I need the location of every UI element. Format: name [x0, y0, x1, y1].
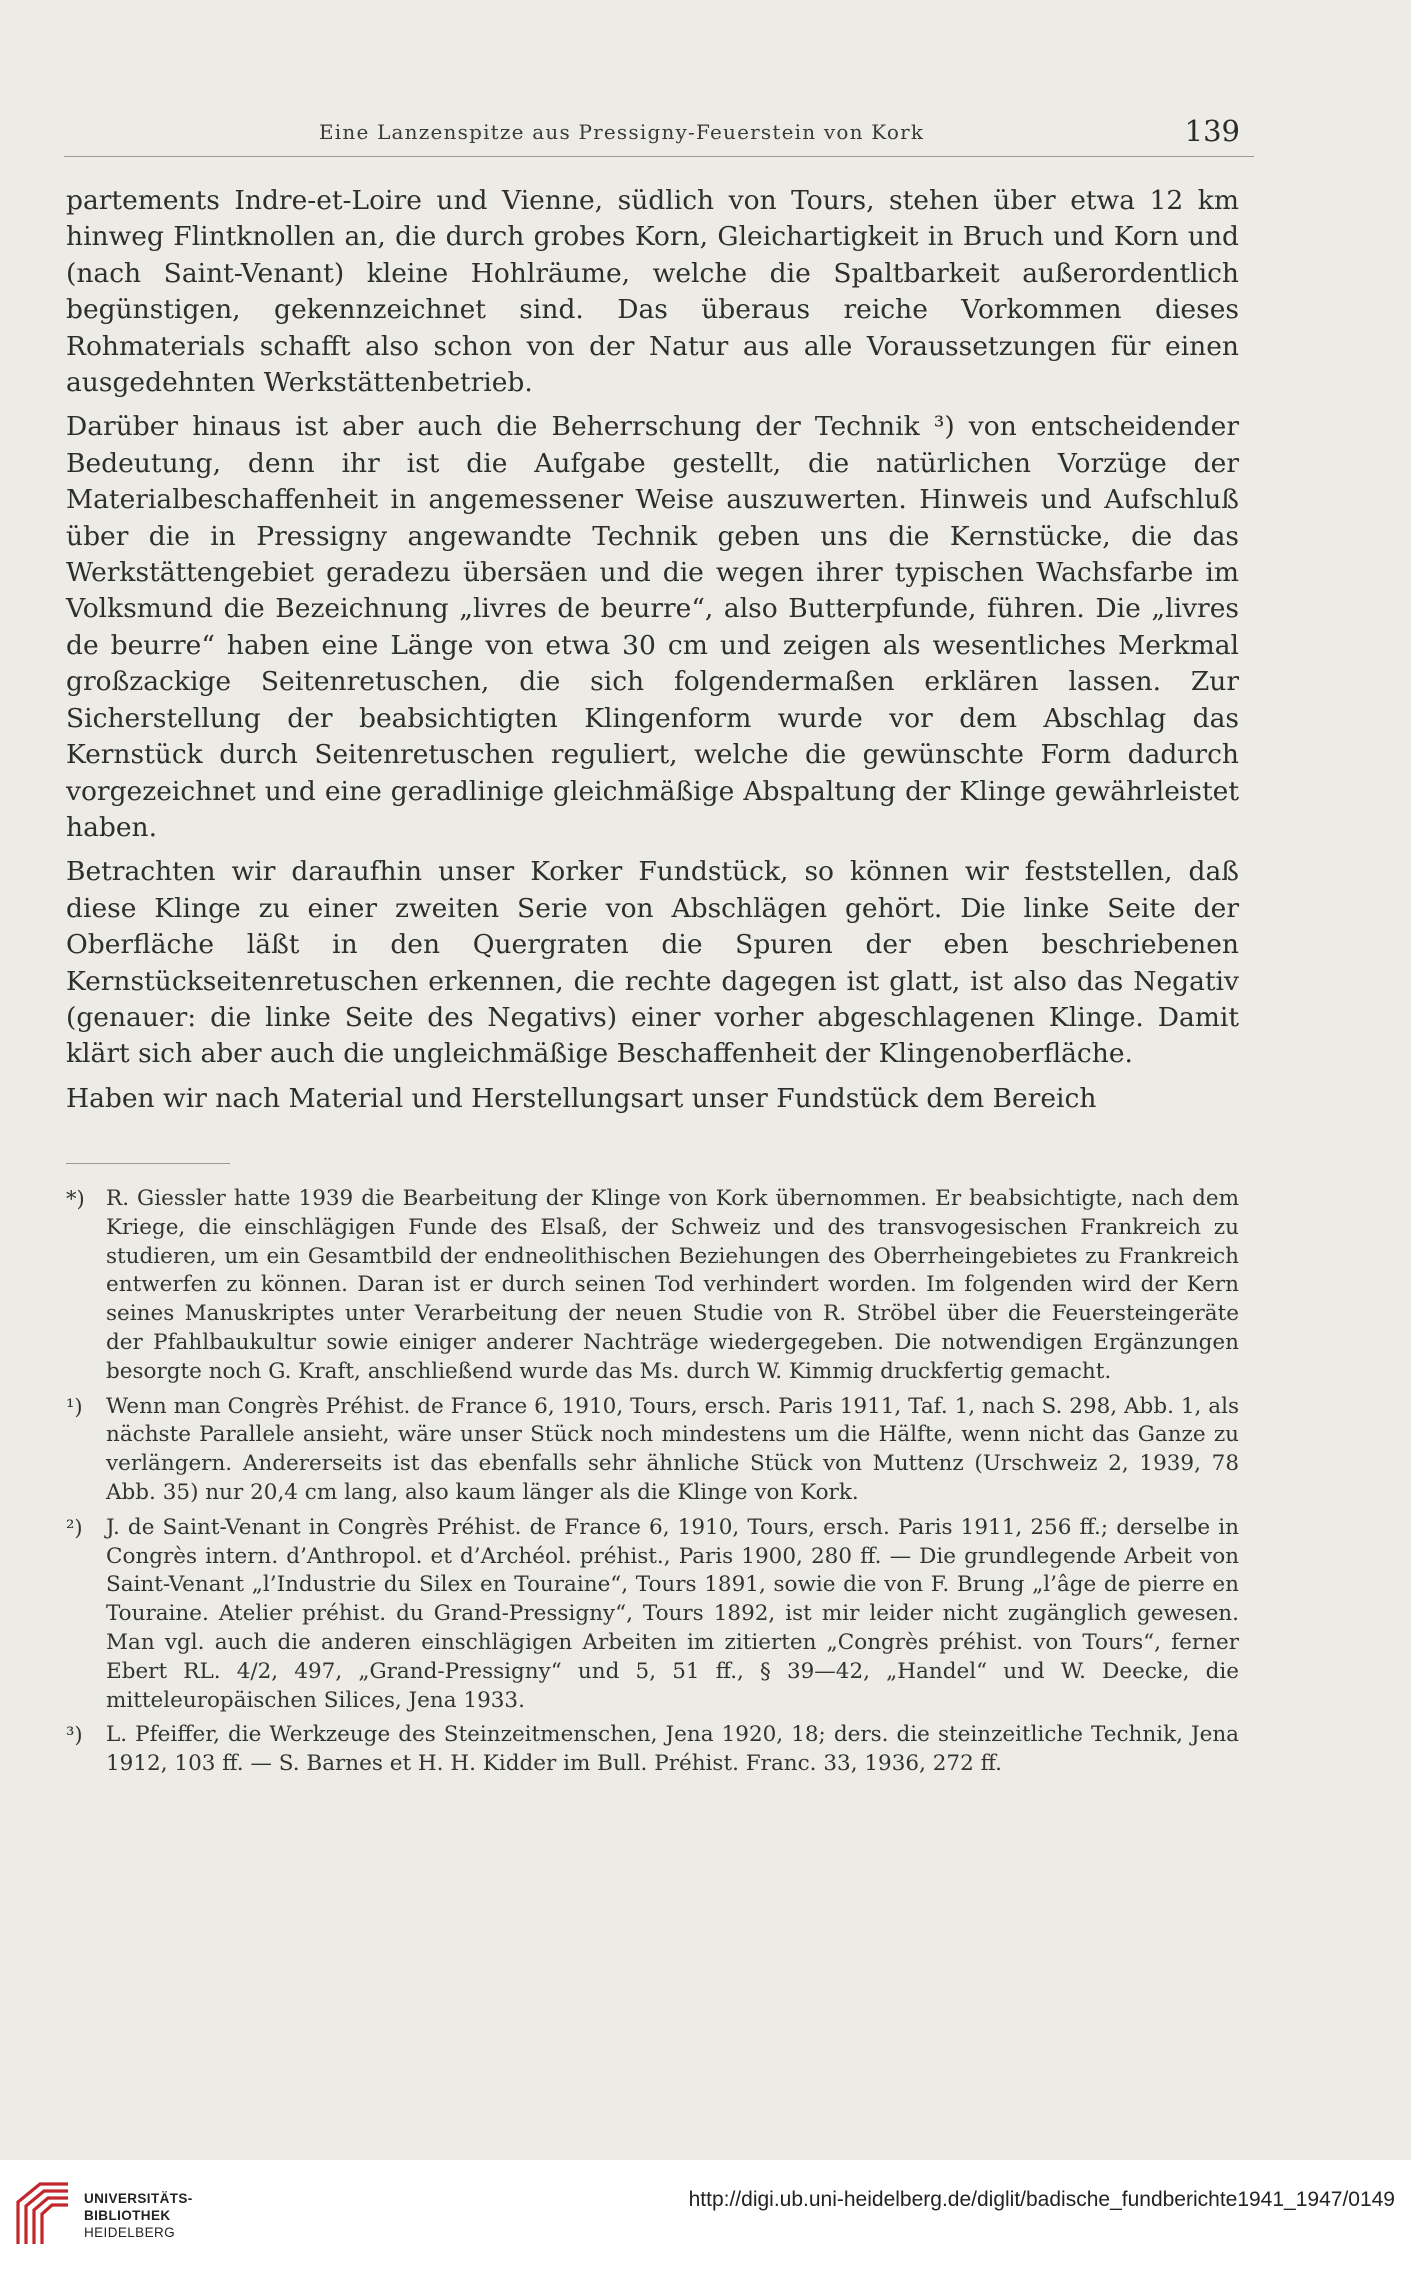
library-name-line: HEIDELBERG — [84, 2225, 176, 2240]
digitization-footer — [0, 2160, 1411, 2273]
running-title: Eine Lanzenspitze aus Pressigny-Feuerstein von Kork — [319, 120, 925, 144]
paragraph: Darüber hinaus ist aber auch die Beherrschung der Technik ³) von entscheidender Bedeutung, denn ihr ist die Aufgabe gestellt, die natürlichen Vorzüge der Materialbeschaffenheit in angemessener Weise auszuwerten. Hinweis und Aufschluß über die in Pressigny angewandte Technik geben uns die Kernstücke, die das Werkstättengebiet geradezu übersäen und die wegen ihrer typischen Wachsfarbe im Volksmund die Bezeichnung „livres de beurre“, also Butterpfunde, führen. Die „livres de beurre“ haben eine Länge von etwa 30 cm und zeigen als wesentliches Merkmal großzackige Seitenretuschen, die sich folgendermaßen erklären lassen. Zur Sicherstellung der beabsichtigten Klingenform wurde vor dem Abschlag das Kernstück durch Seitenretuschen reguliert, welche die gewünschte Form dadurch vorgezeichnet und eine geradlinige gleichmäßige Abspaltung der Klinge gewährleistet haben. — [66, 411, 1239, 843]
footnote — [66, 1393, 1239, 1508]
footnotes — [66, 1185, 1239, 1785]
footnote-mark: ²) — [66, 1515, 83, 1540]
footnote-mark: *) — [66, 1187, 85, 1211]
footnote-text: R. Giessler hatte 1939 die Bearbeitung der Klinge von Kork übernommen. Er beabsichtigte, nach dem Kriege, die einschlägigen Funde des Elsaß, der Schweiz und des transvogesischen Frankreich zu studieren, um ein Gesamtbild der endneolithischen Beziehungen des Oberrheingebietes zu Frankreich entwerfen zu können. Daran ist er durch seinen Tod verhindert worden. Im folgenden wird der Kern seines Manuskriptes unter Verarbeitung der neuen Studie von R. Ströbel über die Feuersteingeräte der Pfahlbaukultur sowie einiger anderer Nachträge wiedergegeben. Die notwendigen Ergänzungen besorgte noch G. Kraft, anschließend wurde das Ms. durch W. Kimmig druckfertig gemacht. — [106, 1186, 1239, 1384]
footnote — [66, 1514, 1239, 1716]
paragraph: Haben wir nach Material und Herstellungsart unser Fundstück dem Bereich — [66, 1082, 1097, 1114]
paragraph: partements Indre-et-Loire und Vienne, südlich von Tours, stehen über etwa 12 km hinweg Flintknollen an, die durch grobes Korn, Gleichartigkeit in Bruch und Korn und (nach Saint-Venant) kleine Hohlräume, welche die Spaltbarkeit außerordentlich begünstigen, gekennzeichnet sind. Das überaus reiche Vorkommen dieses Rohmaterials schafft also schon von der Natur aus alle Voraussetzungen für einen ausgedehnten Werkstättenbetrieb. — [66, 185, 1239, 399]
library-logo-icon — [14, 2180, 72, 2246]
footnote-text: Wenn man Congrès Préhist. de France 6, 1910, Tours, ersch. Paris 1911, Taf. 1, nach S. 298, Abb. 1, als nächste Parallele ansieht, wäre unser Stück noch mindestens um die Hälfte, wenn nicht das Ganze zu verlängern. Andererseits ist das ebenfalls sehr ähnliche Stück von Muttenz (Urschweiz 2, 1939, 78 Abb. 35) nur 20,4 cm lang, also kaum länger als die Klinge von Kork. — [106, 1393, 1239, 1505]
footnote-text: L. Pfeiffer, die Werkzeuge des Steinzeitmenschen, Jena 1920, 18; ders. die steinzeitliche Technik, Jena 1912, 103 ff. — S. Barnes et H. H. Kidder im Bull. Préhist. Franc. 33, 1936, 272 ff. — [106, 1722, 1239, 1777]
library-name — [84, 2190, 193, 2241]
footnote-mark: ³) — [66, 1723, 83, 1748]
footnote — [66, 1721, 1239, 1779]
footnote — [66, 1185, 1239, 1387]
page-header — [64, 108, 1254, 157]
footnote-divider — [66, 1163, 230, 1164]
library-name-line: BIBLIOTHEK — [84, 2208, 171, 2223]
paragraph: Betrachten wir daraufhin unser Korker Fundstück, so können wir feststellen, daß diese Klinge zu einer zweiten Serie von Abschlägen gehört. Die linke Seite der Oberfläche läßt in den Quergraten die Spuren der eben beschriebenen Kernstückseitenretuschen erkennen, die rechte dagegen ist glatt, ist also das Negativ (genauer: die linke Seite des Negativs) einer vorher abgeschlagenen Klinge. Damit klärt sich aber auch die ungleichmäßige Beschaffenheit der Klingenoberfläche. — [66, 856, 1239, 1070]
footnote-text: J. de Saint-Venant in Congrès Préhist. de France 6, 1910, Tours, ersch. Paris 1911, 256 ff.; derselbe in Congrès intern. d’Anthropol. et d’Archéol. préhist., Paris 1900, 280 ff. — Die grundlegende Arbeit von Saint-Venant „l’Industrie du Silex en Touraine“, Tours 1891, sowie die von F. Brung „l’âge de pierre en Touraine. Atelier préhist. du Grand-Pressigny“, Tours 1892, ist mir leider nicht zugänglich gewesen. Man vgl. auch die anderen einschlägigen Arbeiten im zitierten „Congrès préhist. von Tours“, ferner Ebert RL. 4/2, 497, „Grand-Pressigny“ und 5, 51 ff., § 39—42, „Handel“ und W. Deecke, die mitteleuropäischen Silices, Jena 1933. — [106, 1514, 1239, 1713]
source-url-link[interactable]: http://digi.ub.uni-heidelberg.de/diglit/badische_fundberichte1941_1947/0149 — [688, 2188, 1395, 2211]
footnote-mark: ¹) — [66, 1394, 83, 1419]
page-number: 139 — [1184, 114, 1240, 148]
library-name-line: UNIVERSITÄTS- — [84, 2191, 193, 2206]
main-text — [66, 183, 1239, 1125]
